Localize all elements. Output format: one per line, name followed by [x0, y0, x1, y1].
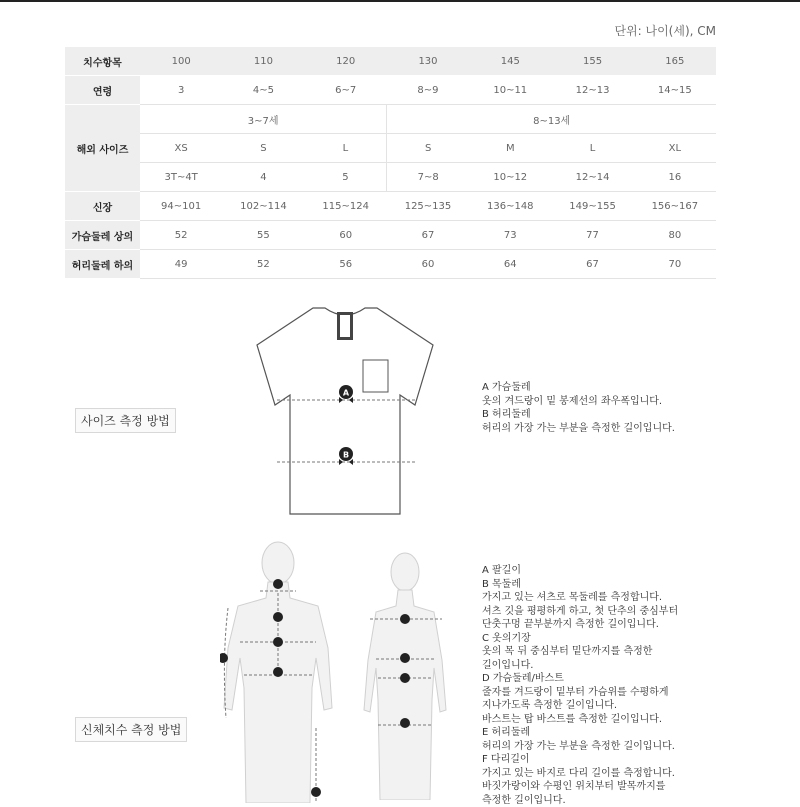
marker-e-icon	[273, 667, 283, 677]
table-cell: 149~155	[551, 192, 633, 221]
table-cell: 5	[305, 163, 387, 192]
marker-d-icon	[273, 637, 283, 647]
body-measure-title: 신체치수 측정 방법	[75, 717, 187, 742]
desc-line: 옷의 목 뒤 중심부터 밑단까지를 측정한	[482, 646, 653, 657]
marker-h-icon	[400, 718, 410, 728]
table-cell: 115~124	[305, 192, 387, 221]
desc-line: 셔츠 깃을 평평하게 하고, 첫 단추의 중심부터	[482, 605, 679, 617]
table-cell: 16	[634, 163, 716, 192]
table-cell: L	[551, 134, 633, 163]
desc-line: A 가슴둘레	[482, 382, 531, 393]
table-cell: 12~13	[551, 76, 633, 105]
tshirt-diagram	[225, 300, 465, 530]
header-cell: 100	[140, 47, 222, 76]
table-row-overseas-letter	[65, 134, 716, 163]
table-cell: 10~11	[469, 76, 551, 105]
desc-line: 지나가도록 측정한 길이입니다.	[482, 700, 618, 711]
table-cell: 70	[634, 250, 716, 279]
desc-line: B 허리둘레	[482, 409, 531, 420]
header-cell: 165	[634, 47, 716, 76]
table-cell: 12~14	[551, 163, 633, 192]
desc-line: 가지고 있는 셔츠로 목둘레를 측정합니다.	[482, 592, 663, 603]
desc-line: 허리의 가장 가는 부분을 측정한 길이입니다.	[482, 740, 675, 752]
table-cell: 94~101	[140, 192, 222, 221]
row-label: 허리둘레 하의	[65, 250, 140, 279]
header-cell: 110	[222, 47, 304, 76]
desc-line: 가지고 있는 바지로 다리 길이를 측정합니다.	[482, 767, 675, 779]
table-row-age	[65, 76, 716, 105]
table-cell: 67	[387, 221, 469, 250]
garment-measure-description	[482, 381, 675, 435]
row-label: 가슴둘레 상의	[65, 221, 140, 250]
table-cell: 4	[222, 163, 304, 192]
table-cell: S	[222, 134, 304, 163]
table-cell: 10~12	[469, 163, 551, 192]
marker-c-icon	[273, 612, 283, 622]
table-cell: 14~15	[634, 76, 716, 105]
desc-line: B 목둘레	[482, 578, 522, 590]
table-cell: 125~135	[387, 192, 469, 221]
desc-line: 옷의 겨드랑이 밑 봉제선의 좌우폭입니다.	[482, 395, 663, 407]
desc-line: 측정한 길이입니다.	[482, 794, 566, 806]
header-cell: 155	[551, 47, 633, 76]
header-cell: 120	[305, 47, 387, 76]
desc-line: 바스트는 탑 바스트를 측정한 길이입니다.	[482, 713, 663, 725]
desc-line: 바짓가랑이와 수평인 위치부터 발목까지를	[482, 781, 666, 792]
row-label: 연령	[65, 76, 140, 105]
desc-line: C 옷의기장	[482, 632, 531, 644]
marker-b-label: B	[342, 450, 350, 460]
table-row-overseas-us	[65, 163, 716, 192]
desc-line: A 팔길이	[482, 565, 521, 576]
table-cell: 8~9	[387, 76, 469, 105]
header-cell: 치수항목	[65, 47, 140, 76]
size-table	[65, 47, 716, 279]
table-cell: XL	[634, 134, 716, 163]
table-cell: 64	[469, 250, 551, 279]
table-cell: 49	[140, 250, 222, 279]
table-cell: 6~7	[305, 76, 387, 105]
row-label: 해외 사이즈	[65, 105, 140, 192]
table-cell: 102~114	[222, 192, 304, 221]
table-row-height	[65, 192, 716, 221]
table-cell: XS	[140, 134, 222, 163]
desc-line: E 허리둘레	[482, 727, 531, 738]
table-row-overseas-group	[65, 105, 716, 134]
table-cell: 67	[551, 250, 633, 279]
table-row-waist	[65, 250, 716, 279]
top-divider	[0, 0, 800, 2]
table-cell: L	[305, 134, 387, 163]
marker-d-icon	[400, 653, 410, 663]
marker-b-icon	[273, 579, 283, 589]
desc-line: D 가슴둘레/바스트	[482, 673, 564, 684]
table-cell: 52	[140, 221, 222, 250]
table-cell: 156~167	[634, 192, 716, 221]
table-cell: 77	[551, 221, 633, 250]
table-cell: 60	[387, 250, 469, 279]
table-cell: M	[469, 134, 551, 163]
desc-line: 단춧구멍 끝부분까지 측정한 길이입니다.	[482, 619, 659, 630]
table-cell: 55	[222, 221, 304, 250]
table-cell: 80	[634, 221, 716, 250]
table-cell: 4~5	[222, 76, 304, 105]
table-cell: 3T~4T	[140, 163, 222, 192]
garment-measure-title: 사이즈 측정 방법	[75, 408, 176, 433]
header-cell: 145	[469, 47, 551, 76]
marker-f-icon	[311, 787, 321, 797]
table-cell: 3~7세	[140, 105, 387, 134]
table-cell: 3	[140, 76, 222, 105]
table-cell: 52	[222, 250, 304, 279]
marker-e-icon	[400, 673, 410, 683]
desc-line: 허리의 가장 가는 부분을 측정한 길이입니다.	[482, 422, 675, 434]
table-row-chest	[65, 221, 716, 250]
table-cell: S	[387, 134, 469, 163]
header-cell: 130	[387, 47, 469, 76]
marker-g-icon	[400, 614, 410, 624]
table-cell: 73	[469, 221, 551, 250]
unit-label: 단위: 나이(세), CM	[614, 24, 716, 38]
table-cell: 56	[305, 250, 387, 279]
desc-line: 길이입니다.	[482, 659, 534, 671]
table-cell: 60	[305, 221, 387, 250]
table-cell: 136~148	[469, 192, 551, 221]
desc-line: 줄자를 겨드랑이 밑부터 가슴위를 수평하게	[482, 686, 669, 698]
table-cell: 7~8	[387, 163, 469, 192]
table-header-row	[65, 47, 716, 76]
desc-line: F 다리길이	[482, 754, 530, 765]
male-body-diagram	[220, 538, 340, 803]
marker-a-label: A	[342, 388, 350, 398]
row-label: 신장	[65, 192, 140, 221]
female-body-diagram	[360, 550, 450, 800]
pocket	[363, 360, 388, 392]
body-measure-description	[482, 564, 678, 807]
table-cell: 8~13세	[387, 105, 716, 134]
